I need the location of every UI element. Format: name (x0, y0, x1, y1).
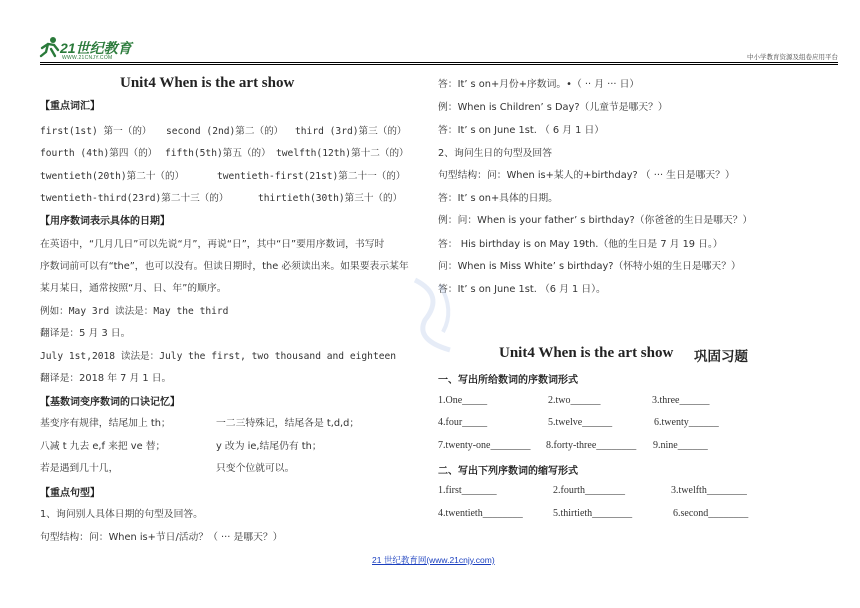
section-key-vocab: 【重点词汇】 (40, 101, 100, 112)
header-rule (40, 62, 838, 63)
right-line: 答：It’ s on+月份+序数词。•（ ·· 月 ··· 日） (438, 79, 640, 90)
right-line: 2、询问生日的句型及回答 (438, 148, 552, 159)
exercise-title: Unit4 When is the art show (499, 345, 674, 361)
right-line: 例：问：When is your father’ s birthday?（你爸爸的生日是哪天？） (438, 215, 753, 226)
platform-name: 中小学教育资源及组卷应用平台 (747, 53, 838, 61)
section-rhyme: 【基数词变序数词的口诀记忆】 (40, 397, 180, 408)
logo-subtitle: WWW.21CNJY.COM (62, 55, 113, 61)
vocab-item: twentieth-third(23rd)第二十三（的） (40, 193, 229, 204)
right-line: 句型结构：问：When is+某人的+birthday? （ ··· 生日是哪天？） (438, 170, 735, 181)
example-translation: 翻译是：5 月 3 日。 (40, 328, 131, 339)
exercise-item: 8.forty-three________ (546, 440, 637, 451)
exercise-item: 3.twelfth________ (671, 485, 747, 496)
vocab-item: second (2nd)第二（的） (166, 126, 284, 137)
vocab-item: first(1st) 第一（的） (40, 126, 152, 137)
exercise-title-cn: 巩固习题 (694, 349, 748, 365)
right-line: 答：It’ s on June 1st. （ 6 月 1 日） (438, 125, 605, 136)
question-heading: 1、询问别人具体日期的句型及回答。 (40, 509, 203, 520)
exercise-item: 1.One_____ (438, 395, 488, 406)
watermark-mark (395, 270, 475, 360)
vocab-item: fourth (4th)第四（的） (40, 148, 158, 159)
sentence-structure: 句型结构：问：When is+节日/活动？（ ··· 是哪天？） (40, 532, 283, 543)
logo-text: 21世纪教育 (60, 40, 132, 56)
exercise-item: 4.twentieth________ (438, 508, 523, 519)
rhyme-line: 八减 t 九去 e,f 来把 ve 替； (40, 441, 166, 452)
vocab-item: twelfth(12th)第十二（的） (276, 148, 409, 159)
logo-runner-icon (38, 36, 62, 58)
example-translation: 翻译是：2018 年 7 月 1 日。 (40, 373, 172, 384)
exercise-1-heading: 一、写出所给数词的序数词形式 (438, 375, 578, 386)
vocab-item: fifth(5th)第五（的） (165, 148, 271, 159)
footer-link[interactable]: 21 世纪教育网(www.21cnjy.com) (372, 555, 495, 565)
rhyme-line: 基变序有规律，结尾加上 th； (40, 418, 171, 429)
right-line: 答：It’ s on June 1st. （6 月 1 日）。 (438, 284, 606, 295)
vocab-item: thirtieth(30th)第三十（的） (258, 193, 403, 204)
exercise-item: 4.four_____ (438, 417, 488, 428)
example-line: 例如：May 3rd 读法是：May the third (40, 306, 229, 317)
exercise-item: 6.second________ (673, 508, 749, 519)
example-line: July 1st,2018 读法是：July the first, two thousand and eighteen (40, 351, 397, 362)
exercise-item: 2.fourth________ (553, 485, 625, 496)
right-line: 例：When is Children’ s Day?（儿童节是哪天？） (438, 102, 668, 113)
exercise-item: 1.first_______ (438, 485, 497, 496)
paragraph-line: 在英语中，“几月几日”可以先说“月”，再说“日”，其中“日”要用序数词，书写时 (40, 239, 385, 250)
rhyme-line: 一二三特殊记，结尾各是 t,d,d； (216, 418, 360, 429)
right-line: 答：It’ s on+具体的日期。 (438, 193, 558, 204)
vocab-item: twentieth-first(21st)第二十一（的） (217, 171, 406, 182)
right-line: 答： His birthday is on May 19th.（他的生日是 7 月 19 日。） (438, 239, 723, 250)
exercise-item: 9.nine______ (653, 440, 708, 451)
exercise-2-heading: 二、写出下列序数词的缩写形式 (438, 466, 578, 477)
paragraph-line: 序数词前可以有“the”，也可以没有。但读日期时，the 必须读出来。如果要表示某年 (40, 261, 409, 272)
vocab-item: twentieth(20th)第二十（的） (40, 171, 185, 182)
paragraph-line: 某月某日，通常按照“月、日、年”的顺序。 (40, 283, 227, 294)
exercise-item: 2.two______ (548, 395, 601, 406)
page-title: Unit4 When is the art show (120, 75, 295, 91)
section-dates: 【用序数词表示具体的日期】 (40, 216, 170, 227)
right-line: 问：When is Miss White’ s birthday?（怀特小姐的生日是哪天？） (438, 261, 741, 272)
exercise-item: 7.twenty-one________ (438, 440, 531, 451)
exercise-item: 5.twelve______ (548, 417, 613, 428)
vocab-item: third (3rd)第三（的） (295, 126, 407, 137)
exercise-item: 5.thirtieth________ (553, 508, 633, 519)
header-rule-secondary (40, 64, 838, 65)
rhyme-line: y 改为 ie,结尾仍有 th； (216, 441, 322, 452)
exercise-item: 3.three______ (652, 395, 710, 406)
exercise-item: 6.twenty______ (654, 417, 719, 428)
section-sentences: 【重点句型】 (40, 488, 100, 499)
rhyme-line: 只变个位就可以。 (216, 463, 295, 474)
rhyme-line: 若是遇到几十几， (40, 463, 119, 474)
